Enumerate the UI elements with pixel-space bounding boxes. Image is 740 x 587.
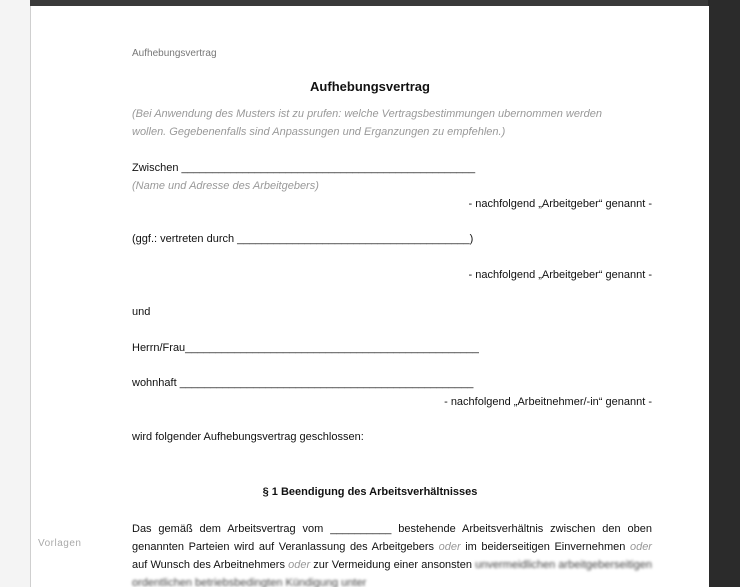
und-label: und	[132, 306, 151, 318]
usage-note-line-2: wollen. Gegebenenfalls sind Anpassungen und Erganzungen zu empfehlen.)	[132, 126, 506, 138]
para-text-4: zur Vermeidung einer ansonsten	[313, 559, 472, 571]
document-title: Aufhebungsvertrag	[310, 79, 430, 94]
watermark-text: Vorlagen	[38, 538, 82, 549]
usage-note-line-1: (Bei Anwendung des Musters ist zu prufen: welche Vertragsbestimmungen ubernommen werden	[132, 108, 602, 120]
employer-hint: (Name und Adresse des Arbeitgebers)	[132, 180, 319, 192]
contract-concluded-line: wird folgender Aufhebungsvertrag geschlossen:	[132, 431, 364, 443]
employee-role: - nachfolgend „Arbeitnehmer/-in“ genannt -	[444, 396, 652, 408]
running-header: Aufhebungsvertrag	[132, 48, 217, 59]
para-or-1: oder	[438, 541, 461, 553]
employer-role-1: - nachfolgend „Arbeitgeber“ genannt -	[468, 198, 652, 210]
section-1-title: § 1 Beendigung des Arbeitsverhältnisses	[262, 486, 478, 498]
para-text-2: im beiderseitigen Einvernehmen	[465, 541, 626, 553]
represented-by-line: (ggf.: vertreten durch ______________________________________)	[132, 233, 474, 245]
para-text-3: auf Wunsch des Arbeitnehmers	[132, 559, 285, 571]
right-background	[708, 0, 740, 587]
para-text-1: Das gemäß dem Arbeitsvertrag vom __________ bestehende Arbeitsverhältnis zwischen den oben genannten Parteien wird auf Veranlassung des Arbeitgebers	[132, 523, 652, 553]
document-page	[30, 6, 709, 587]
herrn-frau-line: Herrn/Frau________________________________________________	[132, 342, 479, 354]
para-or-2: oder	[629, 541, 652, 553]
section-1-paragraph	[132, 520, 652, 587]
employer-role-2: - nachfolgend „Arbeitgeber“ genannt -	[468, 269, 652, 281]
wohnhaft-line: wohnhaft ________________________________________________	[132, 377, 474, 389]
para-text-5-cut: unvermeidlichen arbeitgeberseitigen ordentlichen betriebsbedingten Kündigung unter	[132, 559, 652, 587]
zwischen-line: Zwischen ________________________________________________	[132, 162, 476, 174]
left-background	[0, 0, 30, 587]
para-or-3: oder	[288, 559, 311, 571]
